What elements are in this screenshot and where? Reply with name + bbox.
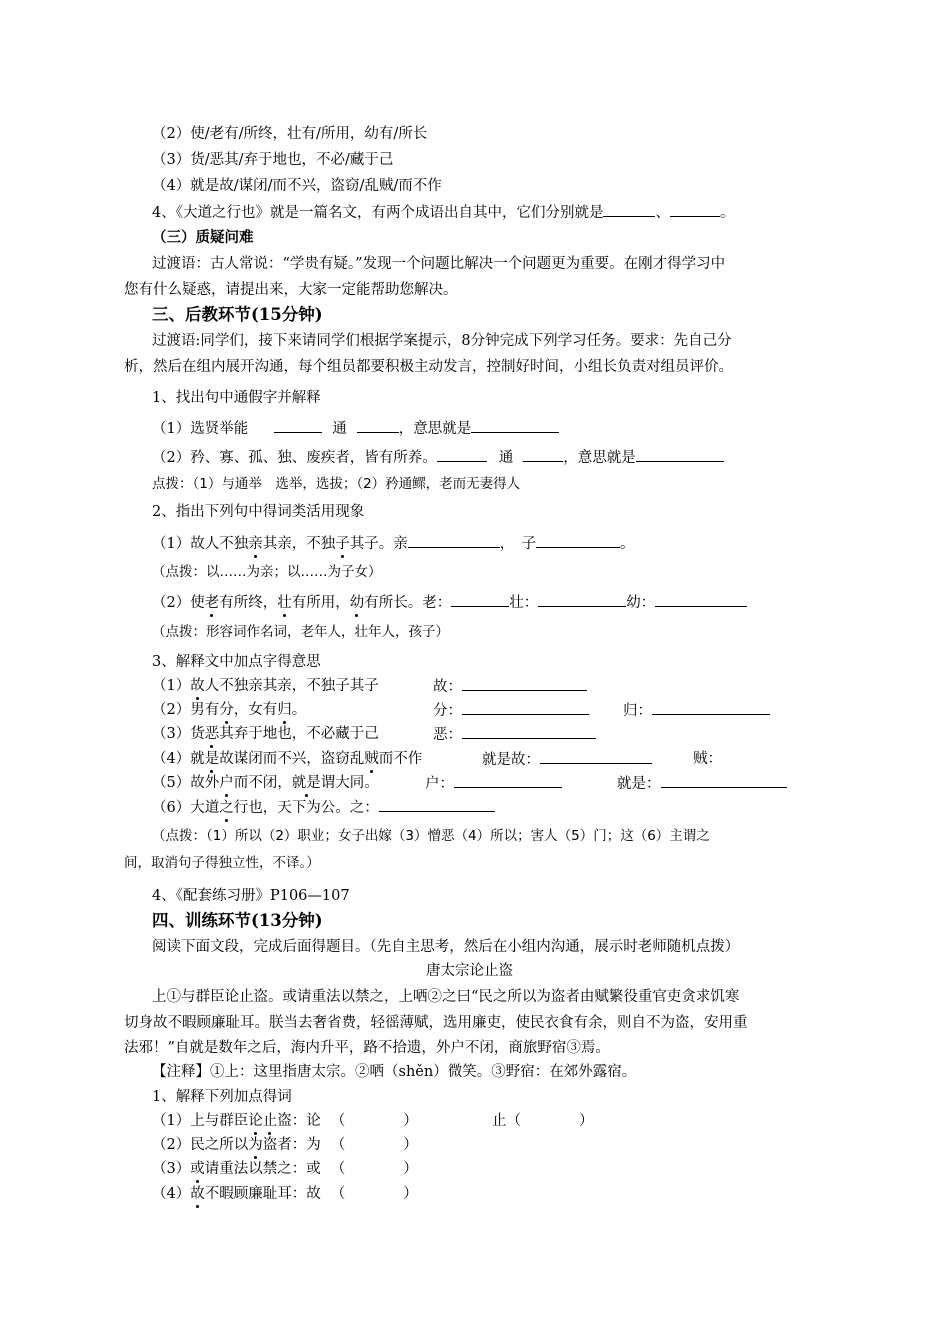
dotted-char: 贼 bbox=[364, 751, 379, 767]
answer-blank[interactable] bbox=[655, 592, 747, 607]
dotted-char: 就是 bbox=[291, 775, 321, 791]
answer-field bbox=[492, 1111, 594, 1131]
sentence-division-4: （4）就是故/谋闭/而不兴，盗窃/乱贼/而不作 bbox=[152, 178, 442, 194]
answer-blank[interactable] bbox=[661, 773, 787, 788]
question-text: ，意思就是 bbox=[398, 421, 472, 437]
question-text: 其子。亲 bbox=[349, 536, 408, 552]
period-text: 。 bbox=[719, 205, 735, 221]
question-item bbox=[152, 724, 379, 744]
idiom-question-text: 4、《大道之行也》就是一篇名文，有两个成语出自其中，它们分别就是 bbox=[152, 205, 604, 221]
passage-text: 法邪！”自就是数年之后，海内升平，路不拾遗，外户不闭，商旅野宿③焉。 bbox=[124, 1040, 610, 1056]
paren-open: （ bbox=[330, 1137, 346, 1153]
question-text: 通 bbox=[332, 421, 347, 437]
question-text: 而不作 bbox=[378, 751, 423, 767]
answer-label: 户： bbox=[425, 776, 454, 792]
dotted-char: 或 bbox=[190, 1161, 205, 1177]
transition-text: 过渡语:同学们，接下来请同学们根据学案提示，8分钟完成下列学习任务。要求：先自己分 bbox=[152, 333, 732, 349]
question-text: （1） bbox=[152, 678, 191, 694]
dotted-char: 亲 bbox=[248, 536, 263, 552]
passage-text: 切身故不暇顾廉耻耳。朕当去奢省费，轻徭薄赋，选用廉吏，使民衣食有余，则自不为盗，安用重 bbox=[124, 1015, 748, 1031]
answer-blank[interactable] bbox=[462, 724, 596, 739]
dotted-char: 止 bbox=[262, 1113, 278, 1129]
question-title: 3、解释文中加点字得意思 bbox=[152, 654, 321, 670]
dotted-char: 老 bbox=[204, 595, 220, 611]
question-item bbox=[152, 1184, 418, 1204]
question-text: （1）故人不独 bbox=[152, 536, 249, 552]
section-heading-training: 四、训练环节(13分钟) bbox=[152, 911, 323, 930]
question-text: ，意思就是 bbox=[563, 450, 636, 466]
separator-text: 、 bbox=[655, 205, 670, 221]
transition-text: 您有什么疑惑，请提出来，大家一定能帮助您解决。 bbox=[124, 282, 458, 298]
sentence-division-3: （3）货/恶其/弃于地也，不必/藏于己 bbox=[152, 152, 394, 168]
question-item bbox=[152, 447, 724, 468]
question-text: 其弃于地也，不必藏于己 bbox=[219, 726, 379, 742]
answer-label: 就是： bbox=[617, 776, 661, 792]
question-title: 2、指出下列句中得词类活用现象 bbox=[152, 504, 365, 520]
paren-open: （ bbox=[330, 1113, 346, 1129]
question-item bbox=[152, 1135, 418, 1155]
answer-blank[interactable] bbox=[652, 700, 770, 715]
question-text: （2）矜、寡、孤、独、废疾者，皆有所养。 bbox=[152, 450, 437, 466]
dotted-char: 幼 bbox=[349, 595, 365, 611]
answer-label: 就是故： bbox=[482, 752, 540, 768]
answer-blank[interactable] bbox=[454, 773, 562, 788]
paren-close: ） bbox=[403, 1161, 418, 1177]
answer-blank[interactable] bbox=[523, 447, 563, 462]
answer-label: 故： bbox=[433, 679, 462, 695]
answer-blank[interactable] bbox=[462, 700, 589, 715]
question-item bbox=[152, 592, 747, 613]
answer-blank[interactable] bbox=[357, 418, 399, 433]
question-text: 盗者：为 bbox=[262, 1137, 321, 1153]
paren-close: ） bbox=[403, 1186, 418, 1202]
answer-field bbox=[617, 773, 787, 794]
dotted-char: 子 bbox=[335, 536, 350, 552]
period-text: 。 bbox=[291, 702, 307, 718]
answer-blank[interactable] bbox=[603, 202, 655, 217]
question-text: 谋闭而不兴，盗窃乱 bbox=[233, 751, 365, 767]
answer-blank[interactable] bbox=[540, 749, 652, 764]
question-text: 请重法以禁之：或 bbox=[204, 1161, 321, 1177]
dotted-char: 户 bbox=[219, 775, 234, 791]
passage-text: 上①与群臣论止盗。或请重法以禁之，上哂②之曰“民之所以为盗者由赋繁役重官吏贪求饥寒 bbox=[152, 989, 740, 1005]
hint-text: （点拨：形容词作名词，老年人，壮年人，孩子） bbox=[152, 624, 449, 640]
question-text: 盗：论 bbox=[277, 1113, 321, 1129]
section-heading-after-teaching: 三、后教环节(15分钟) bbox=[152, 305, 323, 324]
answer-blank[interactable] bbox=[451, 592, 509, 607]
answer-blank[interactable] bbox=[538, 592, 626, 607]
question-item bbox=[152, 1159, 418, 1179]
dotted-char: 恶 bbox=[204, 726, 220, 742]
answer-field bbox=[693, 749, 722, 769]
answer-label: 分： bbox=[433, 703, 462, 719]
question-text: 不暇顾廉耻耳：故 bbox=[204, 1186, 321, 1202]
question-text: ， 子 bbox=[499, 536, 536, 552]
hint-text: （点拨：以……为亲；以……为子女） bbox=[152, 564, 382, 580]
annotation-text: 【注释】①上：这里指唐太宗。②哂（shěn）微笑。③野宿：在郊外露宿。 bbox=[152, 1064, 637, 1080]
passage-title: 唐太宗论止盗 bbox=[426, 963, 513, 979]
question-text: 止 bbox=[492, 1113, 507, 1129]
question-text: 幼： bbox=[626, 595, 656, 611]
answer-label: 归： bbox=[623, 703, 652, 719]
question-text: 壮： bbox=[509, 595, 539, 611]
question-item bbox=[152, 773, 379, 793]
question-item bbox=[152, 1111, 418, 1131]
question-item bbox=[152, 797, 495, 818]
answer-blank[interactable] bbox=[437, 447, 487, 462]
question-text: （1）选贤举能 bbox=[152, 421, 249, 437]
idiom-question bbox=[152, 202, 734, 223]
question-text: （4） bbox=[152, 1186, 191, 1202]
hint-text: （点拨：（1）所以（2）职业；女子出嫁（3）憎恶（4）所以；害人（5）门；这（6）主谓之 bbox=[152, 828, 710, 844]
answer-field bbox=[433, 724, 596, 745]
question-text: （3）货 bbox=[152, 726, 205, 742]
answer-blank[interactable] bbox=[471, 418, 559, 433]
answer-blank[interactable] bbox=[670, 202, 720, 217]
question-text: 有所长。老： bbox=[364, 595, 452, 611]
answer-blank[interactable] bbox=[379, 797, 495, 812]
question-text: 通 bbox=[498, 450, 514, 466]
question-text: ，女有 bbox=[233, 702, 278, 718]
hint-text: 间，取消句子得独立性，不译。） bbox=[124, 855, 320, 871]
instruction-text: 阅读下面文段，完成后面得题目。（先自主思考，然后在小组内沟通，展示时老师随机点拨） bbox=[152, 939, 740, 955]
dotted-char: 就是故 bbox=[190, 751, 234, 767]
question-text: 谓大同。 bbox=[320, 775, 379, 791]
dotted-char: 故 bbox=[190, 1186, 205, 1202]
dotted-char: 论 bbox=[248, 1113, 263, 1129]
paren-open: （ bbox=[506, 1113, 521, 1129]
question-text: 其亲，不独 bbox=[262, 536, 336, 552]
dotted-char: 分 bbox=[219, 702, 234, 718]
question-text: 人不独亲其亲，不独子其子 bbox=[204, 678, 379, 694]
question-item bbox=[152, 676, 379, 696]
question-text: （3） bbox=[152, 1161, 191, 1177]
answer-field bbox=[433, 700, 589, 721]
hint-text: 点拨：（1）与通举 选举，选拔；（2）矜通鳏，老而无妻得人 bbox=[152, 476, 521, 492]
question-title: 1、解释下列加点得词 bbox=[152, 1089, 292, 1105]
question-item bbox=[152, 418, 559, 439]
answer-label: 贼： bbox=[693, 751, 722, 767]
question-text: （2）男有 bbox=[152, 702, 220, 718]
answer-label: 恶： bbox=[433, 727, 462, 743]
question-text: 行也，天下为公。之： bbox=[233, 800, 379, 816]
answer-field bbox=[433, 676, 587, 697]
dotted-char: 归 bbox=[277, 702, 292, 718]
question-item bbox=[152, 749, 422, 769]
paren-close: ） bbox=[579, 1113, 594, 1129]
paren-open: （ bbox=[330, 1186, 346, 1202]
period-text: 。 bbox=[619, 536, 635, 552]
section-heading-questions: （三）质疑问难 bbox=[152, 229, 254, 246]
question-text: （2）民之所以 bbox=[152, 1137, 249, 1153]
question-text: 而不闭， bbox=[233, 775, 292, 791]
paren-close: ） bbox=[403, 1113, 418, 1129]
question-text: （1）上与群臣 bbox=[152, 1113, 249, 1129]
answer-field bbox=[482, 749, 652, 770]
question-text: 有所用， bbox=[291, 595, 350, 611]
dotted-char: 壮 bbox=[277, 595, 292, 611]
answer-blank[interactable] bbox=[408, 533, 500, 548]
dotted-char: 故 bbox=[190, 678, 205, 694]
paren-close: ） bbox=[403, 1137, 418, 1153]
question-title: 4、《配套练习册》P106—107 bbox=[152, 888, 350, 904]
question-title: 1、找出句中通假字并解释 bbox=[152, 390, 321, 406]
question-text: （2）使 bbox=[152, 595, 205, 611]
answer-blank[interactable] bbox=[636, 447, 724, 462]
sentence-division-2: （2）使/老有/所终，壮有/所用，幼有/所长 bbox=[152, 126, 428, 142]
transition-text: 析，然后在组内展开沟通，每个组员都要积极主动发言，控制好时间，小组长负责对组员评价。 bbox=[124, 359, 733, 375]
answer-blank[interactable] bbox=[536, 533, 620, 548]
transition-text: 过渡语：古人常说：“学贵有疑。”发现一个问题比解决一个问题更为重要。在刚才得学习中 bbox=[152, 256, 726, 272]
question-text: （6）大道 bbox=[152, 800, 220, 816]
answer-field bbox=[425, 773, 562, 794]
question-text: （5）故外 bbox=[152, 775, 220, 791]
dotted-char: 之 bbox=[219, 800, 234, 816]
question-item bbox=[152, 700, 306, 720]
answer-blank[interactable] bbox=[274, 418, 322, 433]
paren-open: （ bbox=[330, 1161, 346, 1177]
question-item bbox=[152, 533, 634, 554]
question-text: 有所终， bbox=[219, 595, 278, 611]
dotted-char: 为 bbox=[248, 1137, 263, 1153]
answer-blank[interactable] bbox=[462, 676, 587, 691]
question-text: （4） bbox=[152, 751, 191, 767]
answer-field bbox=[623, 700, 770, 721]
